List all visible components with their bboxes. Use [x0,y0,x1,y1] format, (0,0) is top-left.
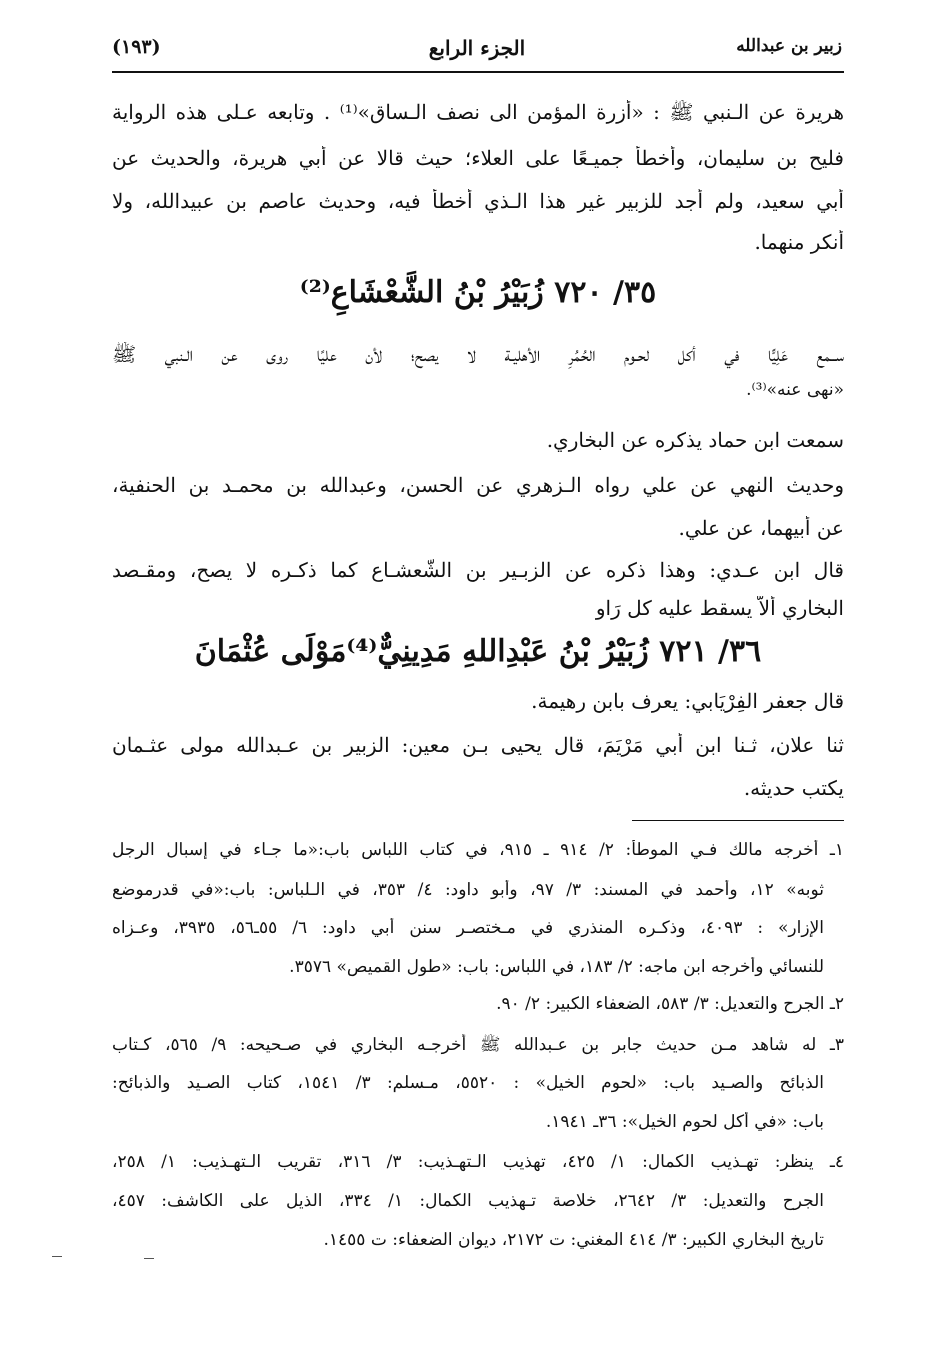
footnote-divider [632,820,844,821]
scan-mark [52,1256,62,1257]
body-line: هريرة عن الـنبي ﷺ : «أزرة المؤمن الى نصف الـساق»⁽¹⁾ . وتابعه عـلى هذه الرواية [112,100,844,124]
footnote-line: ١ـ أخرجه مالك فـي الموطأ: ٢/ ٩١٤ ـ ٩١٥، في كتاب اللباس باب:«ما جـاء في إسبال الرجل [112,840,844,860]
entry-heading-721: ٣٦/ ٧٢١ زُبَيْرُ بْنُ عَبْدِاللهِ مَدِينِيٌّ⁽⁴⁾مَوْلَى عُثْمَانَ [194,634,762,669]
footnote-line: تاريخ البخاري الكبير: ٣/ ٤١٤ المغني: ت ٢١٧٢، ديوان الضعفاء: ت ١٤٥٥. [323,1230,824,1250]
footnote-line: الإزار» : ٤٠٩٣، وذكـره المنذري في مـختصـر سنن أبي داود: ٦/ ٥٥ـ٥٦، ٣٩٣٥، وعـزاه [112,918,824,938]
header-part-title: الجزء الرابع [428,36,526,60]
body-line: ثنا علان، ثـنا ابن أبي مَرْيَمَ، قال يحيى بـن معين: الزبير بن عـبدالله مولى عثـمان [112,733,844,757]
footnote-line: الذبائح والصـيد باب: «لحوم الخيل» : ٥٥٢٠، مـسلم: ٣/ ١٥٤١، كتاب الصـيد والذبائح: [112,1073,824,1093]
footnote-line: باب: «في أكل لحوم الخيل»: ٣٦ـ ١٩٤١. [545,1112,824,1132]
header-divider [112,71,844,73]
running-header [112,30,842,70]
body-line: يكتب حديثه. [743,776,844,800]
footnote-line: للنسائي وأخرجه ابن ماجه: ٢/ ١٨٣، في اللباس: باب: «طول القميص» ٣٥٧٦. [289,957,824,977]
body-line: «نهى عنه»⁽³⁾. [746,380,844,400]
body-line: قال ابن عـدي: وهذا ذكره عن الزبـير بن الشّعشـاع كما ذكـره لا يصح، ومقـصد [112,558,844,582]
body-line: قال جعفر الفِرْيَابي: يعرف بابن رهيمة. [531,689,844,713]
body-line: سمعت ابن حماد يذكره عن البخاري. [546,428,844,452]
body-line: ســمع عَلِيًّا في أكل لحـوم الحُمُرِ الأهليـة لا يصح؛ لأن عليًا روى عن الـنبي ﷺ [112,342,844,366]
footnote-line: ٤ـ ينظر: تهـذيب الكمال: ١/ ٤٢٥، تهذيب الـتهـذيب: ٣/ ٣١٦، تقريب الـتهـذيب: ١/ ٢٥٨، [112,1152,844,1172]
footnote-line: ثوبه» ١٢، وأحمد في المسند: ٣/ ٩٧، وأبو داود: ٤/ ٣٥٣، في الـلباس: باب:«في قدرموضع [112,880,824,900]
header-book-title: زبير بن عبدالله [736,36,842,56]
body-line: أنكر منهما. [754,230,844,254]
scan-mark [144,1258,154,1259]
body-line: عن أبيهما، عن علي. [678,516,844,540]
footnote-line: ٢ـ الجرح والتعديل: ٣/ ٥٨٣، الضعفاء الكبير: ٢/ ٩٠. [496,994,844,1014]
entry-heading-720: ٣٥/ ٧٢٠ زُبَيْرُ بْنُ الشَّعْشَاعِ⁽²⁾ [299,275,657,310]
footnote-line: الجرح والتعديل: ٣/ ٢٦٤٢، خلاصة تـهذيب الكمال: ١/ ٣٣٤، الذيل على الكاشف: ٤٥٧، [112,1191,824,1211]
body-line: وحديث النهي عن علي رواه الـزهري عن الحسن، وعبدالله بن محمـد بن الحنفية، [112,473,844,497]
page-number: (١٩٣) [112,36,161,58]
footnote-line: ٣ـ له شاهد مـن حديث جابر بن عـبدالله ﷺ أخرجـه البخاري في صـحيحه: ٩/ ٥٦٥، كـتاب [112,1035,844,1055]
body-line: أبي سعيد، ولم أجد للزبير غير هذا الـذي أخطأ فيه، وحديث عاصم بن عبيدالله، ولا [112,189,844,213]
body-line: البخاري ألاّ يسقط عليه كل رَاوٍ [595,596,844,620]
body-line: فليح بن سليمان، وأخطأ جميـعًا على العلاء؛ حيث قالا عن أبي هريرة، والحديث عن [112,146,844,170]
